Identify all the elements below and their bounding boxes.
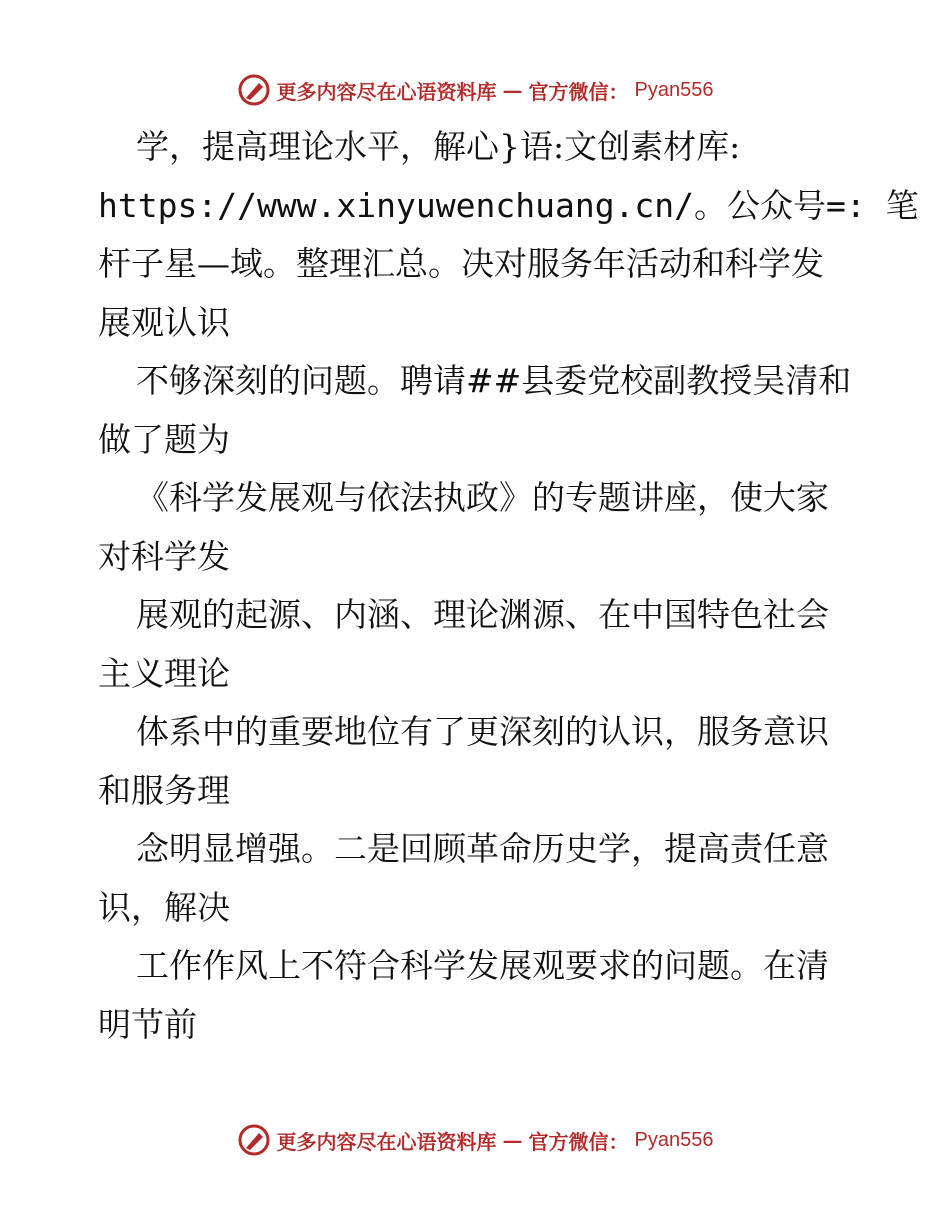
header-banner bbox=[0, 70, 950, 110]
body-line: https://www.xinyuwenchuang.cn/。公众号=: 笔 bbox=[98, 185, 919, 225]
header-wechat-id: Pyan556 bbox=[634, 78, 714, 101]
header-wechat-label: 官方微信： bbox=[528, 79, 629, 104]
document-body bbox=[98, 118, 919, 1054]
footer-site-label: 更多内容尽在心语资料库 bbox=[276, 1129, 497, 1154]
body-line: 工作作风上不符合科学发展观要求的问题。在清 bbox=[136, 946, 829, 985]
body-line: 做了题为 bbox=[98, 419, 230, 459]
body-line: 学，提高理论水平，解心}语:文创素材库: bbox=[136, 127, 741, 166]
body-line: 不够深刻的问题。聘请##县委党校副教授吴清和 bbox=[136, 361, 852, 400]
footer-dash: — bbox=[502, 1128, 523, 1152]
footer-wechat-label: 官方微信： bbox=[528, 1129, 629, 1154]
header-site-label: 更多内容尽在心语资料库 bbox=[276, 79, 497, 104]
body-line: 《科学发展观与依法执政》的专题讲座，使大家 bbox=[136, 478, 829, 517]
pen-logo-icon bbox=[237, 1123, 271, 1157]
body-line: 主义理论 bbox=[98, 653, 230, 693]
body-line: 念明显增强。二是回顾革命历史学，提高责任意 bbox=[136, 829, 829, 868]
body-line: 体系中的重要地位有了更深刻的认识，服务意识 bbox=[136, 712, 829, 751]
body-line: 明节前 bbox=[98, 1004, 197, 1044]
body-line: 对科学发 bbox=[98, 536, 230, 576]
body-line: 展观的起源、内涵、理论渊源、在中国特色社会 bbox=[136, 595, 829, 634]
body-line: 展观认识 bbox=[98, 302, 230, 342]
footer-banner bbox=[0, 1120, 950, 1160]
body-line: 杆子星—域。整理汇总。决对服务年活动和科学发 bbox=[98, 244, 824, 283]
body-line: 和服务理 bbox=[98, 770, 230, 810]
header-dash: — bbox=[502, 78, 523, 102]
body-line: 识，解决 bbox=[98, 887, 230, 927]
footer-wechat-id: Pyan556 bbox=[634, 1128, 714, 1151]
pen-logo-icon bbox=[237, 73, 271, 107]
